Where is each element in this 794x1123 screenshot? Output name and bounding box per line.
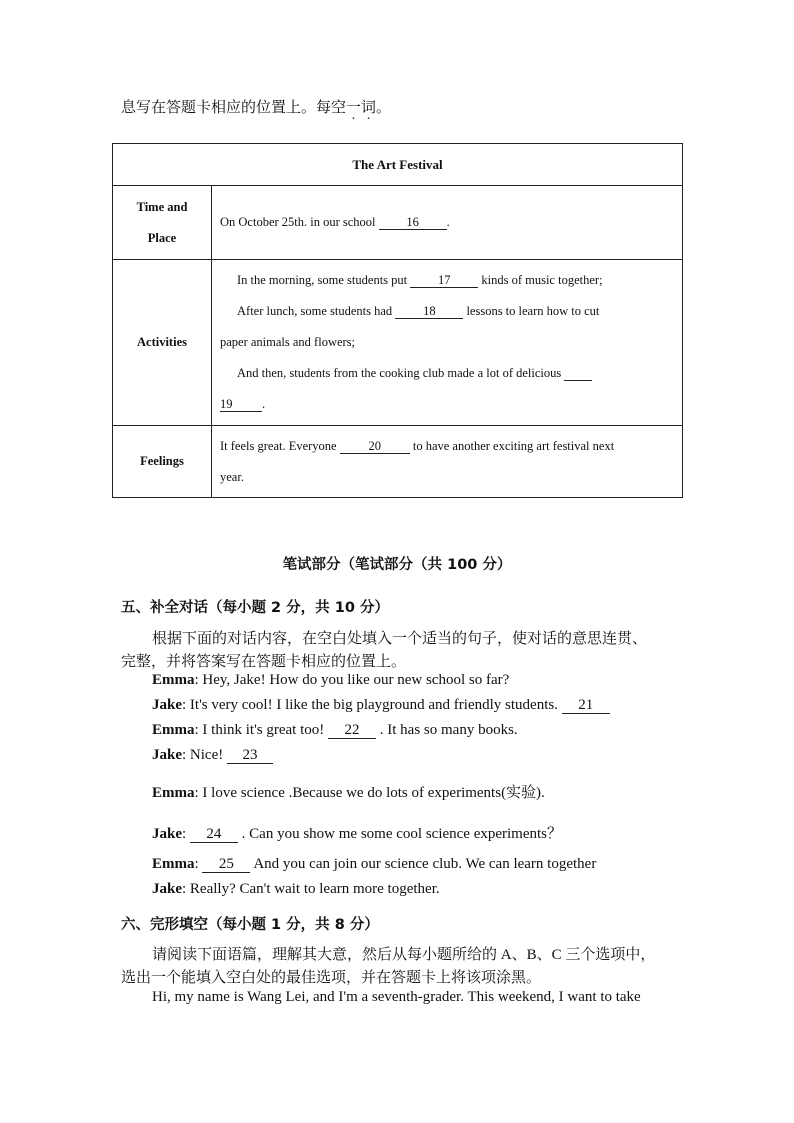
activities-line-2 [220, 296, 674, 327]
label-place-line: Place [147, 230, 177, 245]
speaker: Jake [152, 826, 182, 842]
dialogue-text: : Hey, Jake! How do you like our new school so far? [194, 672, 510, 688]
label-time-place [113, 186, 212, 260]
dialogue-after: . It has so many books. [376, 722, 518, 738]
speaker: Jake [152, 881, 182, 897]
speaker: Jake [152, 747, 182, 763]
blank-21: 21 [562, 698, 610, 714]
dialogue-line-6 [152, 822, 562, 843]
dialogue-text: : Nice! [182, 747, 227, 763]
feelings-line-2: year. [220, 469, 244, 484]
activities-content [212, 260, 683, 426]
feelings-content [212, 426, 683, 498]
time-place-end: . [446, 215, 450, 229]
dialogue-text: : [194, 856, 203, 872]
dialogue-line-2 [152, 697, 610, 714]
section5-instruction-1: 根据下面的对话内容，在空白处填入一个适当的句子，使对话的意思连贯、 [152, 631, 648, 647]
intro-text: 息写在答题卡相应的位置上。每空 [121, 100, 347, 116]
blank-23: 23 [227, 748, 273, 764]
blank-18: 18 [395, 304, 463, 319]
blank-22: 22 [328, 723, 376, 739]
emphasis-char-2: 词 [361, 100, 377, 116]
section6-instruction-1: 请阅读下面语篇，理解其大意，然后从每小题所给的 A、B、C 三个选项中， [152, 947, 656, 963]
dialogue-after: . Can you show me some cool science experiments？ [237, 826, 563, 842]
time-place-text: On October 25th. in our school [220, 215, 379, 229]
dialogue-text: : I think it's great too! [194, 722, 329, 738]
dialogue-text: : I love science .Because we do lots of experiments(实验). [194, 785, 545, 801]
dialogue-line-5 [152, 781, 545, 802]
passage-line-1: Hi, my name is Wang Lei, and I'm a seventh-grader. This weekend, I want to take [152, 989, 641, 1005]
blank-24: 24 [190, 827, 238, 843]
dialogue-line-1 [152, 672, 509, 689]
table-title: The Art Festival [113, 144, 683, 186]
emphasis-char-1: 一 [346, 100, 362, 116]
activities-line-4 [220, 358, 674, 389]
time-place-content [212, 186, 683, 260]
label-time-line: Time and [136, 199, 188, 214]
activities-text-5: . [262, 397, 266, 411]
dialogue-line-8 [152, 881, 440, 898]
speaker: Emma [152, 785, 195, 801]
intro-end: 。 [376, 100, 392, 116]
activities-line-3: paper animals and flowers; [220, 335, 356, 349]
speaker: Emma [152, 672, 195, 688]
activities-text-1: In the morning, some students put [237, 273, 411, 287]
written-section-heading: 笔试部分（笔试部分（共 100 分） [282, 557, 512, 573]
blank-20: 20 [340, 439, 410, 454]
dialogue-text: : [182, 826, 190, 842]
blank-19-lead [564, 366, 592, 381]
feelings-text-1: It feels great. Everyone [220, 438, 340, 453]
blank-16: 16 [379, 215, 447, 230]
activities-text-1b: kinds of music together; [478, 273, 603, 287]
activities-text-2b: lessons to learn how to cut [463, 304, 600, 318]
intro-line [121, 96, 391, 117]
blank-25: 25 [202, 857, 250, 873]
dialogue-after: And you can join our science club. We can learn together [250, 856, 597, 872]
art-festival-table [112, 143, 683, 498]
blank-17: 17 [410, 273, 478, 288]
section5-instruction-2: 完整，并将答案写在答题卡相应的位置上。 [121, 654, 407, 670]
feelings-text-1b: to have another exciting art festival next [409, 438, 615, 453]
speaker: Jake [152, 697, 182, 713]
dialogue-line-7 [152, 856, 596, 873]
section5-heading: 五、补全对话（每小题 2 分，共 10 分） [121, 600, 389, 616]
dialogue-line-3 [152, 722, 518, 739]
activities-text-2: After lunch, some students had [237, 304, 396, 318]
dialogue-text: : Really? Can't wait to learn more together. [182, 881, 440, 897]
speaker: Emma [152, 856, 195, 872]
section6-instruction-2: 选出一个能填入空白处的最佳选项，并在答题卡上将该项涂黑。 [121, 970, 542, 986]
blank-19: 19 [220, 397, 262, 412]
dialogue-text: : It's very cool! I like the big playground and friendly students. [182, 697, 562, 713]
dialogue-line-4 [152, 747, 273, 764]
label-feelings: Feelings [113, 426, 212, 498]
label-activities: Activities [113, 260, 212, 426]
speaker: Emma [152, 722, 195, 738]
activities-line-5 [220, 389, 674, 420]
activities-text-4: And then, students from the cooking club made a lot of delicious [237, 366, 565, 380]
section6-heading: 六、完形填空（每小题 1 分，共 8 分） [121, 917, 379, 933]
feelings-line-1 [220, 431, 674, 462]
activities-line-1 [220, 265, 674, 296]
